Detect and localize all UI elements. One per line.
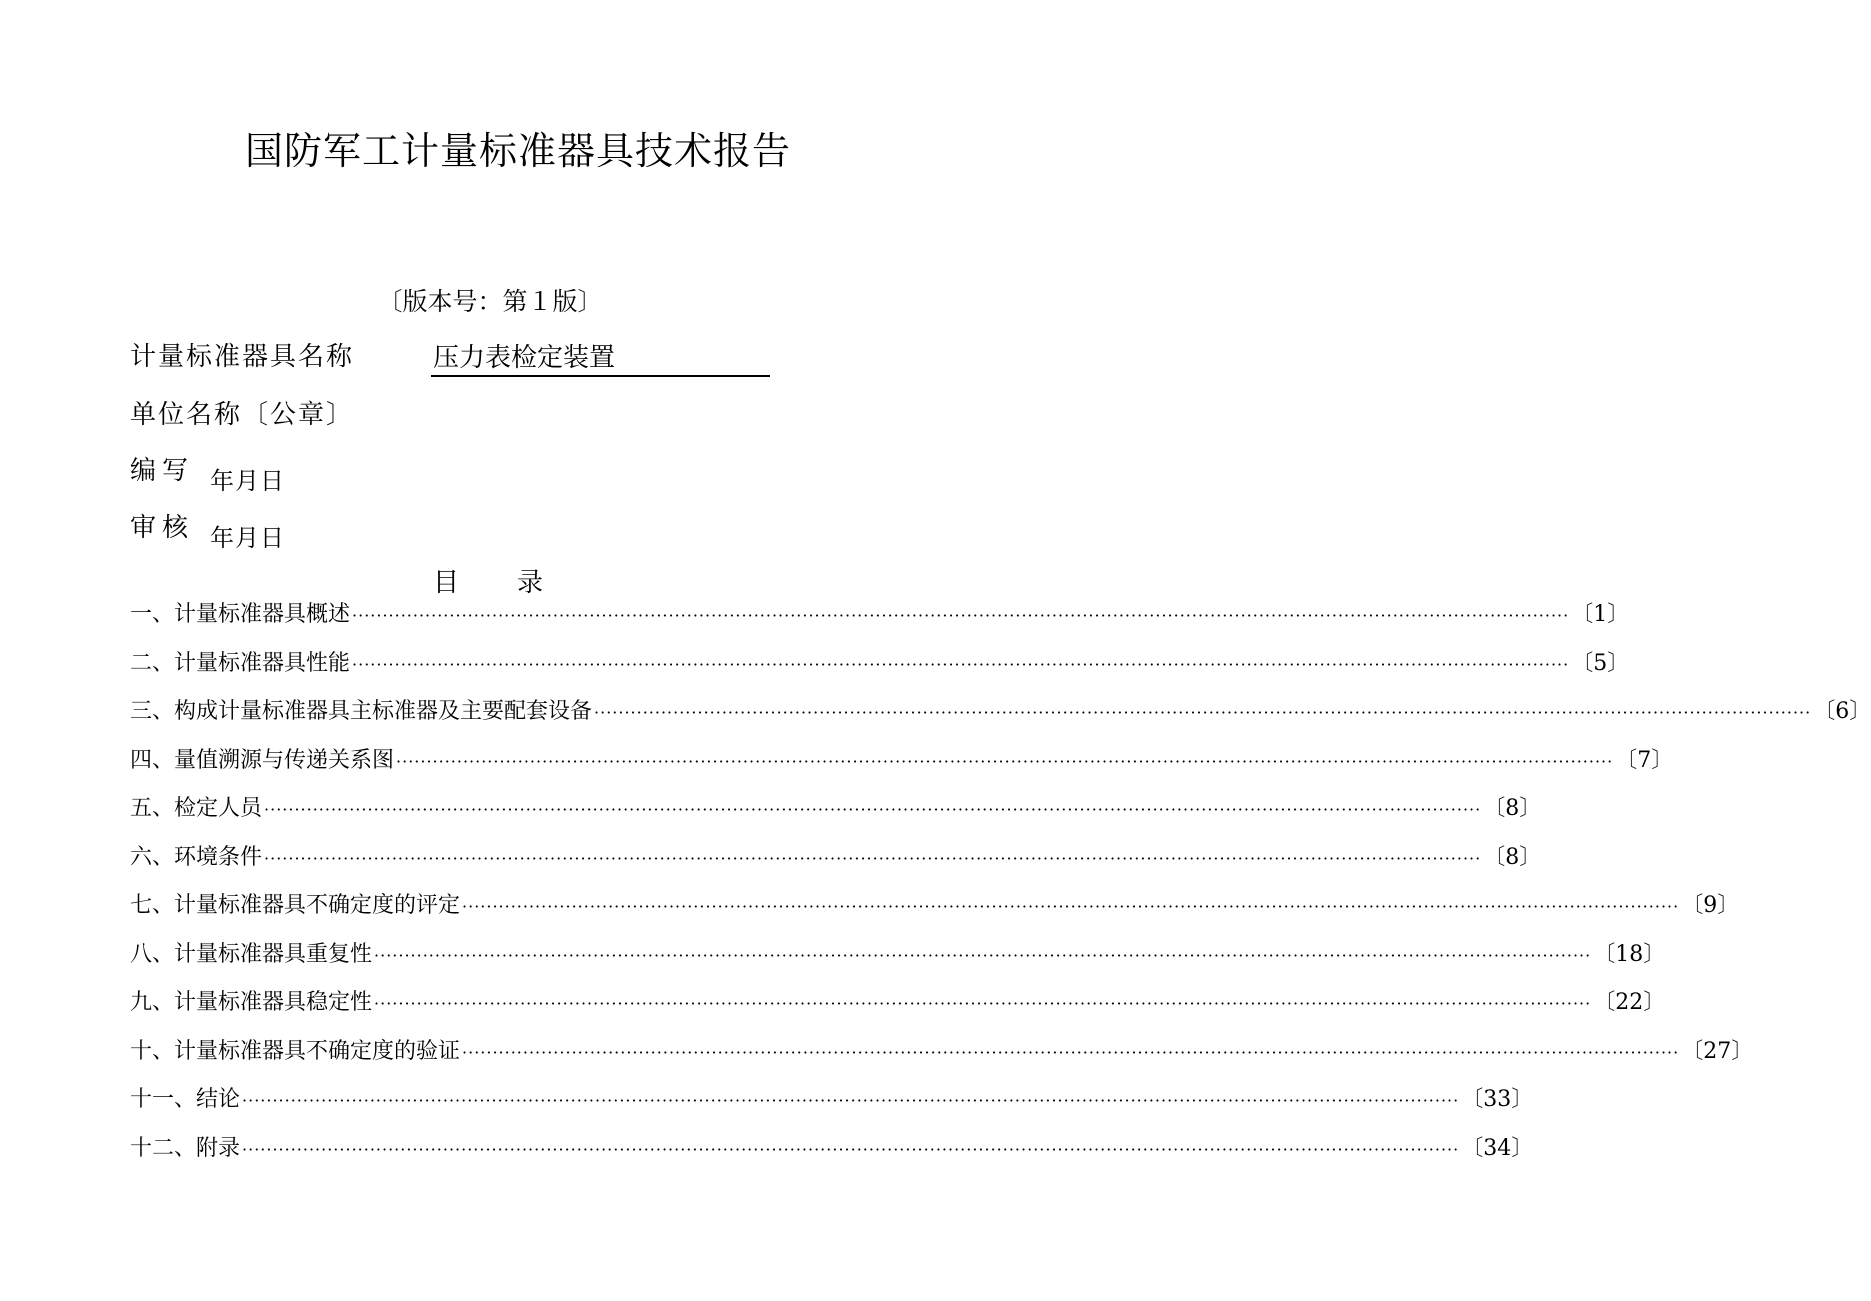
toc-entry (130, 888, 1740, 937)
author-date: 年月日 (210, 467, 285, 495)
toc-entry-page: 〔8〕 (1483, 796, 1542, 821)
toc-entry (130, 1034, 1754, 1083)
toc-entry-page: 〔18〕 (1593, 941, 1666, 967)
toc-entry (130, 646, 1630, 695)
toc-entry-label: 二、计量标准器具性能 (130, 650, 351, 676)
toc-dot-leader: ········································································································································································································ (242, 1139, 1460, 1159)
toc-entry-label: 七、计量标准器具不确定度的评定 (130, 893, 461, 918)
table-of-contents (130, 597, 1871, 1179)
toc-entry-label: 一、计量标准器具概述 (130, 602, 351, 627)
toc-entry-label: 五、检定人员 (130, 796, 263, 821)
toc-entry-page: 〔22〕 (1593, 990, 1666, 1015)
toc-dot-leader: ········································································································································································································ (352, 606, 1570, 625)
toc-heading-right: 录 (517, 568, 544, 598)
toc-entry-page: 〔6〕 (1813, 699, 1871, 724)
reviewer-date: 年月日 (210, 524, 285, 552)
toc-entry (130, 743, 1674, 792)
version-number: 〔版本号：第１版〕 (377, 287, 603, 316)
toc-dot-leader: ········································································································································································································ (374, 994, 1592, 1013)
toc-dot-leader: ········································································································································································································ (352, 654, 1570, 674)
toc-entry-label: 四、量值溯源与传递关系图 (130, 747, 395, 773)
toc-heading (433, 562, 543, 599)
toc-entry-page: 〔1〕 (1571, 602, 1630, 627)
toc-entry-label: 六、环境条件 (130, 844, 263, 870)
toc-entry-page: 〔33〕 (1461, 1087, 1534, 1112)
toc-entry-label: 三、构成计量标准器具主标准器及主要配套设备 (130, 699, 593, 724)
toc-entry-page: 〔5〕 (1571, 650, 1630, 676)
reviewer-label: 审核 (130, 513, 195, 543)
toc-dot-leader: ········································································································································································································ (264, 800, 1482, 819)
toc-dot-leader: ········································································································································································································ (242, 1091, 1460, 1110)
toc-entry (130, 1131, 1534, 1180)
toc-entry-page: 〔9〕 (1681, 893, 1740, 918)
toc-entry (130, 1082, 1534, 1131)
toc-entry-page: 〔27〕 (1681, 1038, 1754, 1064)
toc-heading-left: 目 (433, 568, 460, 598)
author-label: 编写 (130, 456, 195, 486)
toc-entry-page: 〔8〕 (1483, 844, 1542, 870)
toc-dot-leader: ········································································································································································································ (374, 945, 1592, 965)
toc-entry-label: 九、计量标准器具稳定性 (130, 990, 373, 1015)
toc-entry-label: 八、计量标准器具重复性 (130, 941, 373, 967)
toc-entry (130, 694, 1871, 743)
document-title-row (0, 120, 978, 175)
toc-entry (130, 937, 1666, 986)
standard-name-field (431, 337, 770, 377)
toc-entry-page: 〔34〕 (1461, 1135, 1534, 1161)
standard-name-value: 压力表检定装置 (433, 343, 616, 373)
standard-name-label: 计量标准器具名称 (130, 342, 355, 372)
toc-entry (130, 840, 1542, 889)
document-title: 国防军工计量标准器具技术报告 (244, 129, 791, 173)
toc-entry-label: 十、计量标准器具不确定度的验证 (130, 1038, 461, 1064)
toc-dot-leader: ········································································································································································································ (462, 1042, 1680, 1062)
toc-dot-leader: ········································································································································································································ (264, 848, 1482, 868)
toc-dot-leader: ········································································································································································································ (462, 897, 1680, 916)
toc-entry-label: 十一、结论 (130, 1087, 241, 1112)
toc-dot-leader: ········································································································································································································ (396, 751, 1614, 771)
toc-entry (130, 791, 1542, 840)
toc-entry (130, 985, 1666, 1034)
toc-entry (130, 597, 1630, 646)
toc-entry-page: 〔7〕 (1615, 747, 1674, 773)
unit-name-label: 单位名称〔公章〕 (130, 400, 355, 430)
toc-entry-label: 十二、附录 (130, 1135, 241, 1161)
toc-dot-leader: ········································································································································································································ (594, 703, 1812, 722)
